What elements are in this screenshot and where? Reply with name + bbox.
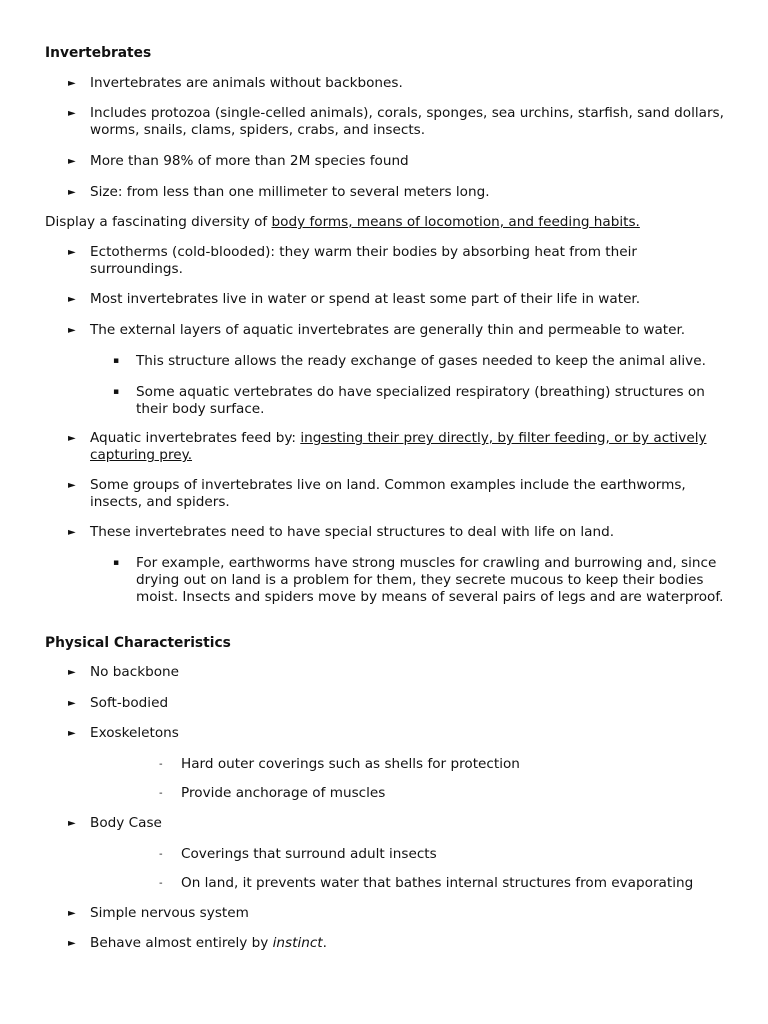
behave-prefix: Behave almost entirely by xyxy=(90,935,273,951)
bullet-text: Ectotherms (cold-blooded): they warm their bodies by absorbing heat from their surroundings. xyxy=(90,244,637,277)
diversity-prefix: Display a fascinating diversity of xyxy=(45,214,272,230)
arrow-bullet-icon: ► xyxy=(68,698,76,709)
bullet-text: These invertebrates need to have special structures to deal with life on land. xyxy=(90,524,615,540)
arrow-bullet-icon: ► xyxy=(68,108,76,119)
square-bullet-icon: ▪ xyxy=(113,387,120,397)
dash-bullet-icon: - xyxy=(159,878,163,889)
behave-suffix: . xyxy=(322,935,327,951)
arrow-bullet-icon: ► xyxy=(68,480,76,491)
sub-bullet-text: This structure allows the ready exchange of gases needed to keep the animal alive. xyxy=(136,353,706,369)
dash-bullet-icon: - xyxy=(159,849,163,860)
arrow-bullet-icon: ► xyxy=(68,247,76,258)
physical-heading: Physical Characteristics xyxy=(45,635,231,651)
dash-bullet-icon: - xyxy=(159,759,163,770)
sub-bullet-text: Coverings that surround adult insects xyxy=(181,846,437,862)
bullet-text: Soft-bodied xyxy=(90,695,169,711)
sub-bullet-text: Hard outer coverings such as shells for protection xyxy=(181,756,520,772)
bullet-text: Invertebrates are animals without backbones. xyxy=(90,75,403,91)
diversity-underlined: body forms, means of locomotion, and feeding habits. xyxy=(271,214,640,230)
feeding-underlined: ingesting their prey directly, by filter feeding, or by actively capturing prey. xyxy=(90,430,707,463)
square-bullet-icon: ▪ xyxy=(113,356,120,366)
arrow-bullet-icon: ► xyxy=(68,156,76,167)
dash-bullet-icon: - xyxy=(159,788,163,799)
bullet-text: No backbone xyxy=(90,664,180,680)
arrow-bullet-icon: ► xyxy=(68,78,76,89)
bullet-text: More than 98% of more than 2M species found xyxy=(90,153,409,169)
arrow-bullet-icon: ► xyxy=(68,908,76,919)
square-bullet-icon: ▪ xyxy=(113,558,120,568)
arrow-bullet-icon: ► xyxy=(68,187,76,198)
sub-bullet-text: For example, earthworms have strong muscles for crawling and burrowing and, since drying out on land is a problem for them, they secrete mucous to keep their bodies moist. Insects and spiders move by means of several pairs of legs and are waterproof. xyxy=(136,555,724,605)
bullet-text: Size: from less than one millimeter to several meters long. xyxy=(90,184,490,200)
feeding-prefix: Aquatic invertebrates feed by: xyxy=(90,430,301,446)
arrow-bullet-icon: ► xyxy=(68,667,76,678)
bullet-text: Simple nervous system xyxy=(90,905,249,921)
sub-bullet-text: On land, it prevents water that bathes internal structures from evaporating xyxy=(181,875,694,891)
bullet-text: Exoskeletons xyxy=(90,725,179,741)
arrow-bullet-icon: ► xyxy=(68,294,76,305)
sub-bullet-text: Some aquatic vertebrates do have specialized respiratory (breathing) structures on their body surface. xyxy=(136,384,705,417)
arrow-bullet-icon: ► xyxy=(68,728,76,739)
arrow-bullet-icon: ► xyxy=(68,325,76,336)
bullet-text: Includes protozoa (single-celled animals), corals, sponges, sea urchins, starfish, sand dollars, worms, snails, clams, spiders, crabs, and insects. xyxy=(90,105,724,138)
feeding-bullet-text xyxy=(90,430,730,464)
sub-bullet-text: Provide anchorage of muscles xyxy=(181,785,386,801)
bullet-text: Some groups of invertebrates live on land. Common examples include the earthworms, insects, and spiders. xyxy=(90,477,686,510)
diversity-paragraph xyxy=(45,214,745,231)
behave-italic: instinct xyxy=(272,935,323,951)
arrow-bullet-icon: ► xyxy=(68,938,76,949)
arrow-bullet-icon: ► xyxy=(68,433,76,444)
bullet-text: Most invertebrates live in water or spend at least some part of their life in water. xyxy=(90,291,641,307)
arrow-bullet-icon: ► xyxy=(68,527,76,538)
bullet-text: Body Case xyxy=(90,815,162,831)
bullet-text: The external layers of aquatic invertebrates are generally thin and permeable to water. xyxy=(90,322,686,338)
behave-bullet-text xyxy=(90,935,730,952)
arrow-bullet-icon: ► xyxy=(68,818,76,829)
invertebrates-heading: Invertebrates xyxy=(45,45,152,61)
